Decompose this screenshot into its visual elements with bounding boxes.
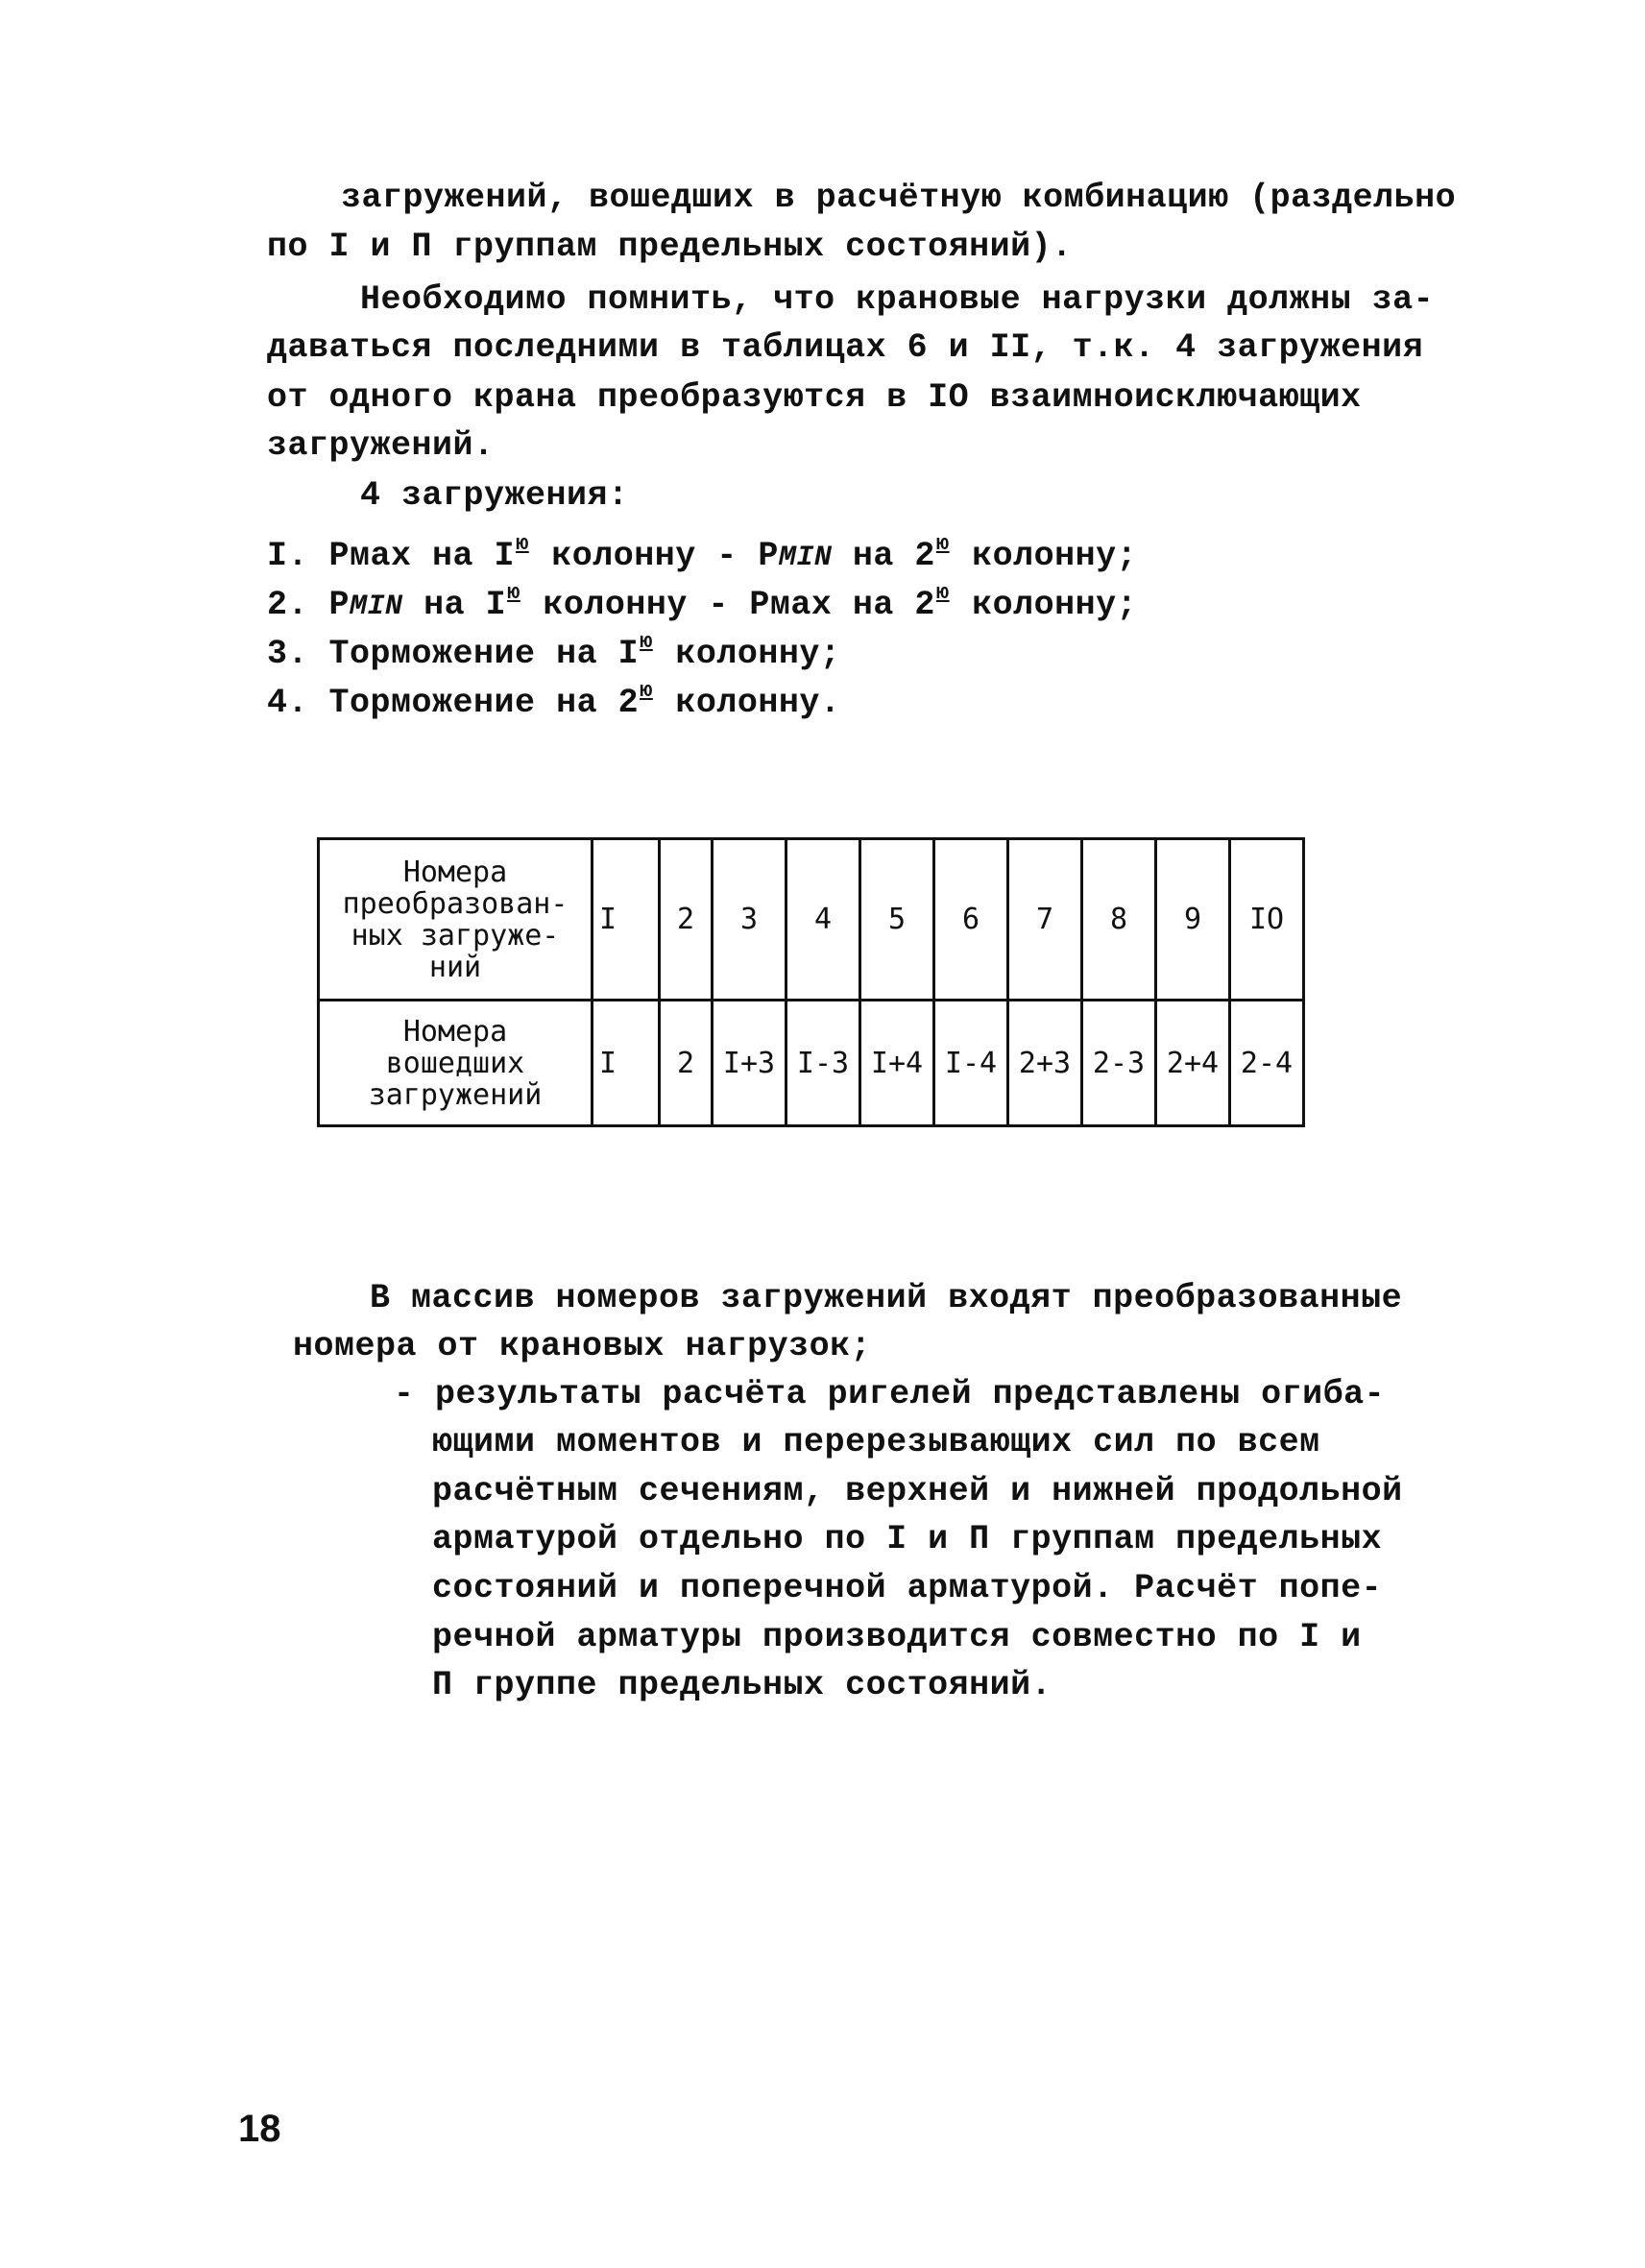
table-cell: 2+3 [1008, 1001, 1082, 1126]
loading-item-2 [267, 572, 1137, 628]
header-line: Номера [402, 1014, 508, 1049]
loading-item-text: колонну; [972, 586, 1138, 624]
table-cell: 6 [934, 839, 1008, 1001]
loading-item-text: колонну; [972, 537, 1138, 575]
table-cell: I+4 [860, 1001, 934, 1126]
paragraph1-line2: по I и П группам предельных состояний). [267, 228, 1073, 266]
paragraph2-line4: загружений. [267, 426, 495, 465]
bullet-line-6: речной арматуры производится совместно по I и [432, 1618, 1362, 1656]
loadings-mapping-table [317, 837, 1305, 1127]
header-line: вошедших [385, 1046, 525, 1080]
bullet-line-4: арматурой отдельно по I и П группам предельных [432, 1520, 1383, 1558]
table-cell: I [593, 1001, 660, 1126]
loadings-heading: 4 загружения: [360, 476, 629, 515]
header-line: преобразован- [342, 886, 568, 921]
loading-item-text: Pмах на I [328, 537, 516, 575]
paragraph3-line1: В массив номеров загружений входят преобразованные [370, 1279, 1403, 1317]
loading-item-number: 3. [267, 635, 309, 673]
table-cell: 2-3 [1082, 1001, 1156, 1126]
loading-item-4 [267, 670, 840, 724]
table-cell: 3 [713, 839, 786, 1001]
bullet-line-7: П группе предельных состояний. [432, 1666, 1052, 1704]
table-cell: 2+4 [1156, 1001, 1230, 1126]
loading-item-text: колонну; [675, 635, 841, 673]
header-line: ных загруже- [351, 918, 560, 953]
table-row-converted [319, 839, 1304, 1001]
bullet-line-3: расчётным сечениям, верхней и нижней продольной [432, 1472, 1403, 1510]
loading-item-text: Торможение на I [328, 635, 640, 673]
bullet-line-2: ющими моментов и перерезывающих сил по всем [432, 1423, 1320, 1461]
superscript: ю [640, 679, 653, 703]
superscript: ю [507, 581, 520, 605]
table-cell: I-4 [934, 1001, 1008, 1126]
table-cell: 4 [786, 839, 860, 1001]
header-line: ний [428, 950, 482, 984]
loading-item-1 [267, 523, 1137, 579]
loading-item-text: колонну - Pмах на 2 [543, 586, 935, 624]
page-number: 18 [238, 2108, 281, 2150]
header-line: Номера [402, 855, 508, 889]
paragraph2-line3: от одного крана преобразуются в IO взаимноисключающих [267, 378, 1362, 417]
loading-item-number: 2. [267, 586, 309, 624]
table-cell: 9 [1156, 839, 1230, 1001]
loading-item-text: на I [423, 586, 507, 624]
superscript: ю [640, 630, 653, 654]
superscript: ю [935, 581, 950, 605]
table-cell: 5 [860, 839, 934, 1001]
table-row-included [319, 1001, 1304, 1126]
loading-item-text: P [328, 586, 351, 624]
loading-item-number: I. [267, 537, 309, 575]
paragraph2-line1: Необходимо помнить, что крановые нагрузки должны за- [360, 280, 1435, 319]
table-cell: 2 [660, 839, 713, 1001]
table-cell: I-3 [786, 1001, 860, 1126]
loading-item-text: Торможение на 2 [328, 684, 640, 722]
paragraph2-line2: даваться последними в таблицах 6 и II, т.к. 4 загружения [267, 328, 1424, 367]
bullet-line-5: состояний и поперечной арматурой. Расчёт попе- [432, 1569, 1383, 1607]
subscript: MIN [350, 591, 403, 623]
loading-item-3 [267, 621, 840, 675]
loading-item-text: на 2 [852, 537, 935, 575]
paragraph1-line1: загружений, вошедших в расчётную комбинацию (раздельно [341, 179, 1457, 217]
table-cell: I+3 [713, 1001, 786, 1126]
table-row-header [319, 1001, 593, 1126]
table-cell: IO [1230, 839, 1304, 1001]
table-cell: 8 [1082, 839, 1156, 1001]
superscript: ю [935, 532, 950, 556]
loading-item-text: колонну - P [551, 537, 779, 575]
table-cell: 2 [660, 1001, 713, 1126]
superscript: ю [516, 532, 529, 556]
header-line: загружений [368, 1077, 543, 1112]
table-row-header [319, 839, 593, 1001]
bullet-line-1: - результаты расчёта ригелей представлены огиба- [394, 1375, 1386, 1413]
table-cell: I [593, 839, 660, 1001]
subscript: MIN [778, 542, 833, 574]
table-cell: 7 [1008, 839, 1082, 1001]
loading-item-text: колонну. [675, 684, 841, 722]
table-cell: 2-4 [1230, 1001, 1304, 1126]
loading-item-number: 4. [267, 684, 309, 722]
paragraph3-line2: номера от крановых нагрузок; [293, 1327, 872, 1365]
